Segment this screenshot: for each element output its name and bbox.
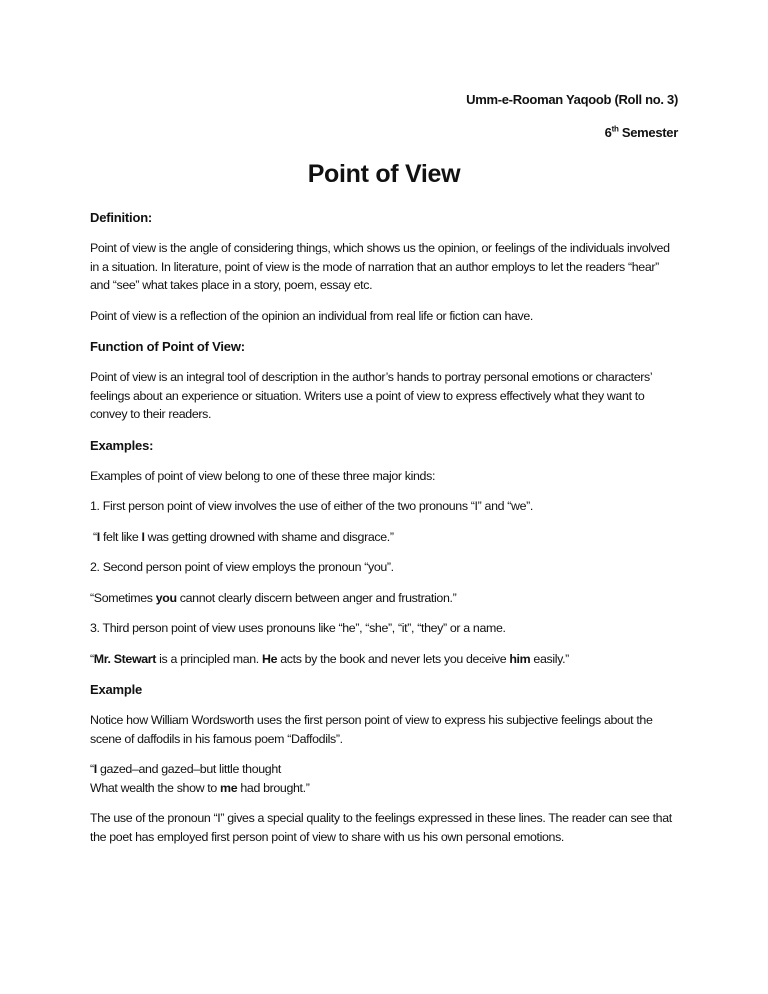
- poem-quote: “I gazed–and gazed–but little thought What wealth the show to me had brought.”: [90, 762, 310, 795]
- first-person-quote: “I felt like I was getting drowned with shame and disgrace.”: [93, 529, 394, 544]
- page-title: Point of View: [307, 160, 461, 188]
- example-paragraph-2: The use of the pronoun “I” gives a special quality to the feelings expressed in these lines. The reader can see that the poet has employed first person point of view to share with us his own personal emotions.: [90, 811, 672, 844]
- definition-paragraph-2: Point of view is a reflection of the opinion an individual from real life or fiction can have.: [90, 308, 534, 323]
- second-person-item: 2. Second person point of view employs the pronoun “you”.: [90, 560, 394, 574]
- semester-line: [605, 125, 678, 140]
- definition-paragraph-1: Point of view is the angle of considering things, which shows us the opinion, or feelings of the individuals involved in a situation. In literature, point of view is the mode of narration that an author employs to let the readers “hear” and “see” what takes place in a story, poem, essay etc.: [90, 241, 670, 292]
- third-person-item: 3. Third person point of view uses pronouns like “he”, “she”, “it”, “they” or a name.: [90, 621, 506, 635]
- semester-word: Semester: [618, 125, 678, 140]
- semester-suffix: th: [611, 124, 619, 134]
- function-paragraph: Point of view is an integral tool of description in the author’s hands to portray personal emotions or characters’ feelings about an experience or situation. Writers use a point of view to express effectively what they want to convey to their readers.: [90, 370, 652, 421]
- document-body: [90, 208, 680, 858]
- function-heading: Function of Point of View:: [90, 339, 245, 354]
- examples-intro: Examples of point of view belong to one of these three major kinds:: [90, 468, 436, 483]
- examples-heading: Examples:: [90, 437, 154, 453]
- semester-number: 6: [604, 125, 612, 140]
- first-person-item: 1. First person point of view involves the use of either of the two pronouns “I” and “we”.: [90, 499, 534, 513]
- definition-heading: Definition:: [90, 210, 153, 225]
- example-paragraph-1: Notice how William Wordsworth uses the first person point of view to express his subjective feelings about the scene of daffodils in his famous poem “Daffodils”.: [90, 713, 653, 746]
- example-heading: Example: [90, 682, 143, 697]
- author-line: Umm-e-Rooman Yaqoob (Roll no. 3): [466, 92, 678, 107]
- third-person-quote: “Mr. Stewart is a principled man. He acts by the book and never lets you deceive him easily.”: [90, 651, 569, 666]
- second-person-quote: “Sometimes you cannot clearly discern between anger and frustration.”: [90, 590, 457, 605]
